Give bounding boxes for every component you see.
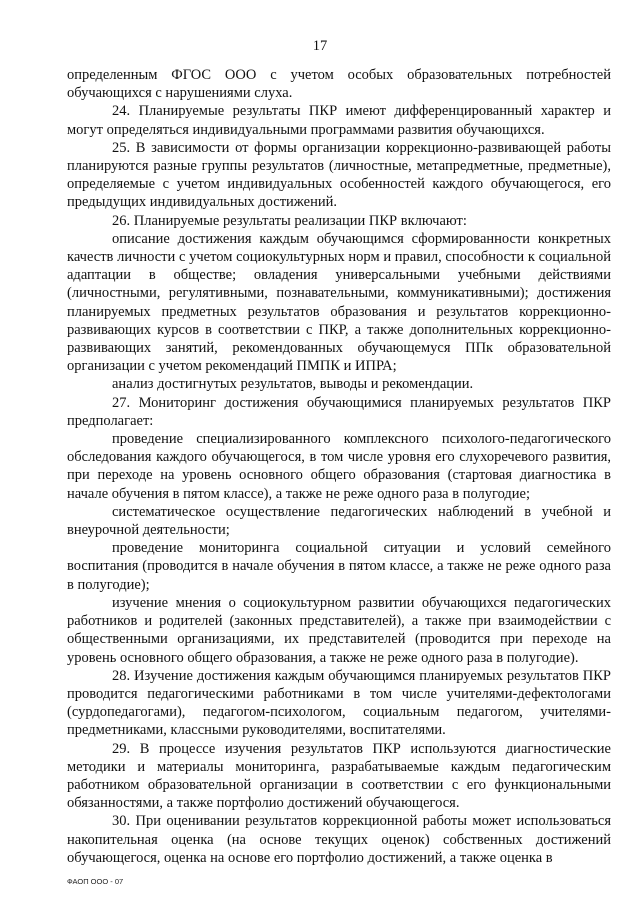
paragraph-27-item-social-monitoring: проведение мониторинга социальной ситуации и условий семейного воспитания (проводится в начале обучения в пятом классе, а также не реже одного раза в полугодие); <box>67 540 611 593</box>
paragraph-24: 24. Планируемые результаты ПКР имеют дифференцированный характер и могут определяться индивидуальными программами развития обучающихся. <box>67 103 611 138</box>
document-body <box>67 66 611 867</box>
paragraph-27-item-observation: систематическое осуществление педагогических наблюдений в учебной и внеурочной деятельности; <box>67 503 611 539</box>
paragraph-27: 27. Мониторинг достижения обучающимися планируемых результатов ПКР предполагает: <box>67 394 611 429</box>
paragraph-26-item-analysis: анализ достигнутых результатов, выводы и рекомендации. <box>112 376 474 393</box>
paragraph-26: 26. Планируемые результаты реализации ПКР включают: <box>112 212 467 229</box>
paragraph-25: 25. В зависимости от формы организации коррекционно-развивающей работы планируются разные группы результатов (личностные, метапредметные, предметные), определяемые с учетом индивидуальных особенностей каждого обучающегося, его предыдущих индивидуальных достижений. <box>67 139 611 211</box>
paragraph-28: 28. Изучение достижения каждым обучающимся планируемых результатов ПКР проводится педагогическими работниками в том числе учителями-дефектологами (сурдопедагогами), педагогом-психологом, социальным педагогом, учителями-предметниками, классными руководителями, воспитателями. <box>67 667 611 739</box>
paragraph-29: 29. В процессе изучения результатов ПКР используются диагностические методики и материалы мониторинга, разрабатываемые каждым педагогическим работником образовательной организации в соответствии с его функциональными обязанностями, а также портфолио достижений обучающегося. <box>67 740 611 812</box>
paragraph-26-item-description: описание достижения каждым обучающимся сформированности конкретных качеств личности с учетом социокультурных норм и правил, способности к социальной адаптации в обществе; овладения универсальными учебными действиями (личностными, регулятивными, познавательными, коммуникативными); достижения планируемых предметных результатов образования и результатов коррекционно-развивающих курсов в соответствии с ПКР, а также дополнительных коррекционно-развивающих занятий, рекомендованных обучающемуся ППк образовательной организации с учетом рекомендаций ПМПК и ИПРА; <box>67 230 611 375</box>
footer-document-code: ФАОП ООО - 07 <box>67 877 124 886</box>
paragraph-27-item-opinion-study: изучение мнения о социокультурном развитии обучающихся педагогических работников и родителей (законных представителей), а также при взаимодействии с общественными организациями, их представителей (проводится при переходе на уровень основного общего образования, а также не реже одного раза в полугодие). <box>67 594 611 666</box>
paragraph-30: 30. При оценивании результатов коррекционной работы может использоваться накопительная оценка (на основе текущих оценок) собственных достижений обучающегося, оценка на основе его портфолио достижений, а также оценка в <box>67 813 611 866</box>
page-number: 17 <box>312 38 328 54</box>
paragraph-27-item-examination: проведение специализированного комплексного психолого-педагогического обследования каждого обучающегося, в том числе уровня его слухоречевого развития, при переходе на уровень основного общего образования (стартовая диагностика в начале обучения в пятом классе), а также не реже одного раза в полугодие; <box>67 431 611 502</box>
paragraph-continuation: определенным ФГОС ООО с учетом особых образовательных потребностей обучающихся с нарушениями слуха. <box>67 67 611 102</box>
